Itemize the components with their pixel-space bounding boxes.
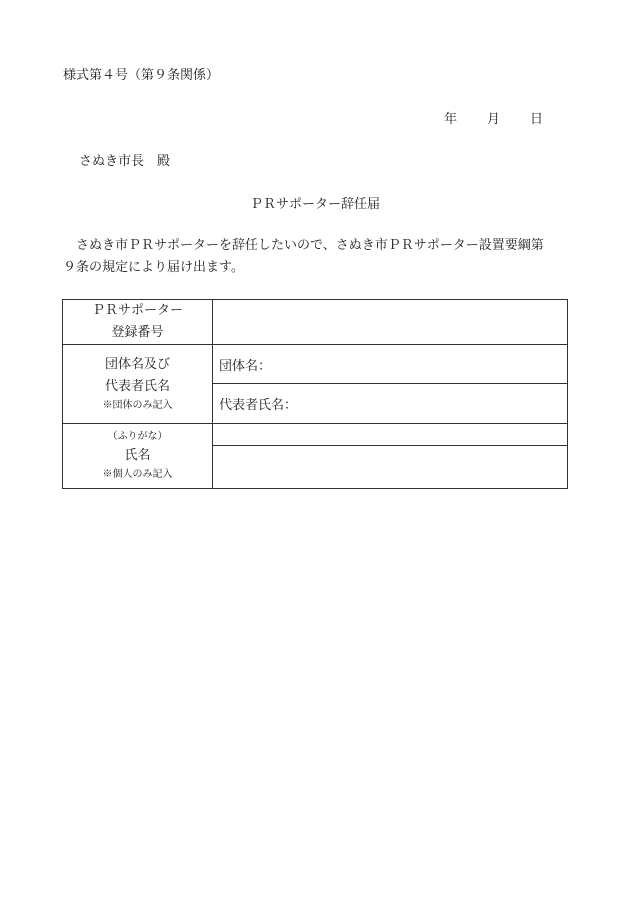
body-line-2: ９条の規定により届け出ます。 [63, 260, 244, 275]
label-line: ＰＲサポーター [91, 303, 183, 318]
registration-table [62, 299, 568, 489]
date-year: 年 [444, 112, 458, 127]
individual-name-field[interactable] [213, 446, 568, 489]
furigana-field[interactable] [213, 424, 568, 446]
registration-number-label [63, 300, 213, 345]
label-line: 登録番号 [111, 325, 164, 340]
name-label: 氏名 [124, 448, 151, 463]
date-day: 日 [530, 112, 544, 127]
furigana-label: （ふりがな） [107, 431, 168, 442]
registration-number-field[interactable] [213, 300, 568, 345]
label-line: 代表者氏名 [104, 379, 170, 394]
document-title: ＰＲサポーター辞任届 [249, 197, 380, 212]
addressee: さぬき市長 殿 [79, 154, 171, 169]
individual-name-label [63, 424, 213, 489]
date-month: 月 [487, 112, 501, 127]
table-row-organization [63, 345, 568, 384]
individual-note: ※個人のみ記入 [102, 469, 173, 480]
table-row-furigana [63, 424, 568, 446]
organization-label [63, 345, 213, 424]
organization-note: ※団体のみ記入 [102, 400, 173, 411]
form-number: 様式第４号（第９条関係） [63, 68, 220, 83]
table-row-registration-number [63, 300, 568, 345]
representative-name-field[interactable]: 代表者氏名： [213, 384, 568, 424]
body-line-1: さぬき市ＰＲサポーターを辞任したいので、さぬき市ＰＲサポーター設置要綱第 [76, 238, 544, 253]
organization-name-field[interactable]: 団体名： [213, 345, 568, 384]
date-line [444, 108, 543, 127]
label-line: 団体名及び [104, 357, 170, 372]
body-paragraph [63, 235, 583, 279]
